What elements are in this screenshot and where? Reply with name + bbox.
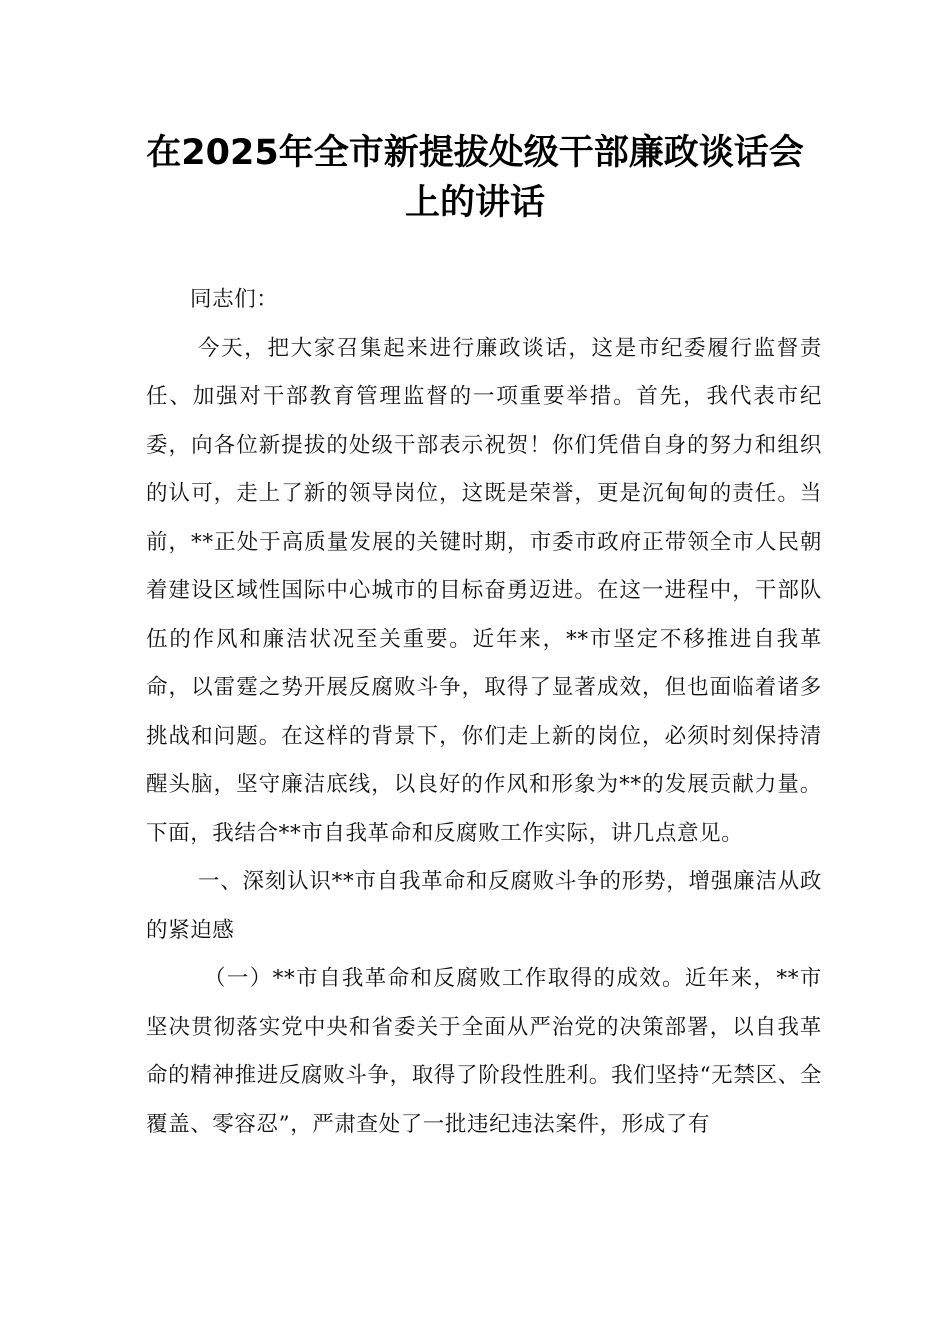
salutation: 同志们：: [190, 287, 279, 312]
title-line-1: 在2025年全市新提拔处级干部廉政谈话会: [146, 133, 804, 173]
title-line-2: 上的讲话: [404, 183, 545, 223]
document-body: [146, 276, 822, 1149]
subsection-paragraph: （一）**市自我革命和反腐败工作取得的成效。近年来，**市坚决贯彻落实党中央和省委关于全面从严治党的决策部署，以自我革命的精神推进反腐败斗争，取得了阶段性胜利。我们坚持“无禁区、全覆盖、零容忍”，严肃查处了一批违纪违法案件，形成了有: [146, 966, 822, 1137]
document-title: [0, 128, 950, 228]
section-heading: 一、深刻认识**市自我革命和反腐败斗争的形势，增强廉洁从政的紧迫感: [146, 869, 822, 943]
intro-paragraph: 今天，把大家召集起来进行廉政谈话，这是市纪委履行监督责任、加强对干部教育管理监督的一项重要举措。首先，我代表市纪委，向各位新提拔的处级干部表示祝贺！你们凭借自身的努力和组织的认可，走上了新的领导岗位，这既是荣誉，更是沉甸甸的责任。当前，**正处于高质量发展的关键时期，市委市政府正带领全市人民朝着建设区域性国际中心城市的目标奋勇迈进。在这一进程中，干部队伍的作风和廉洁状况至关重要。近年来，**市坚定不移推进自我革命，以雷霆之势开展反腐败斗争，取得了显著成效，但也面临着诸多挑战和问题。在这样的背景下，你们走上新的岗位，必须时刻保持清醒头脑，坚守廉洁底线，以良好的作风和形象为**的发展贡献力量。下面，我结合**市自我革命和反腐败工作实际，讲几点意见。: [146, 335, 822, 846]
